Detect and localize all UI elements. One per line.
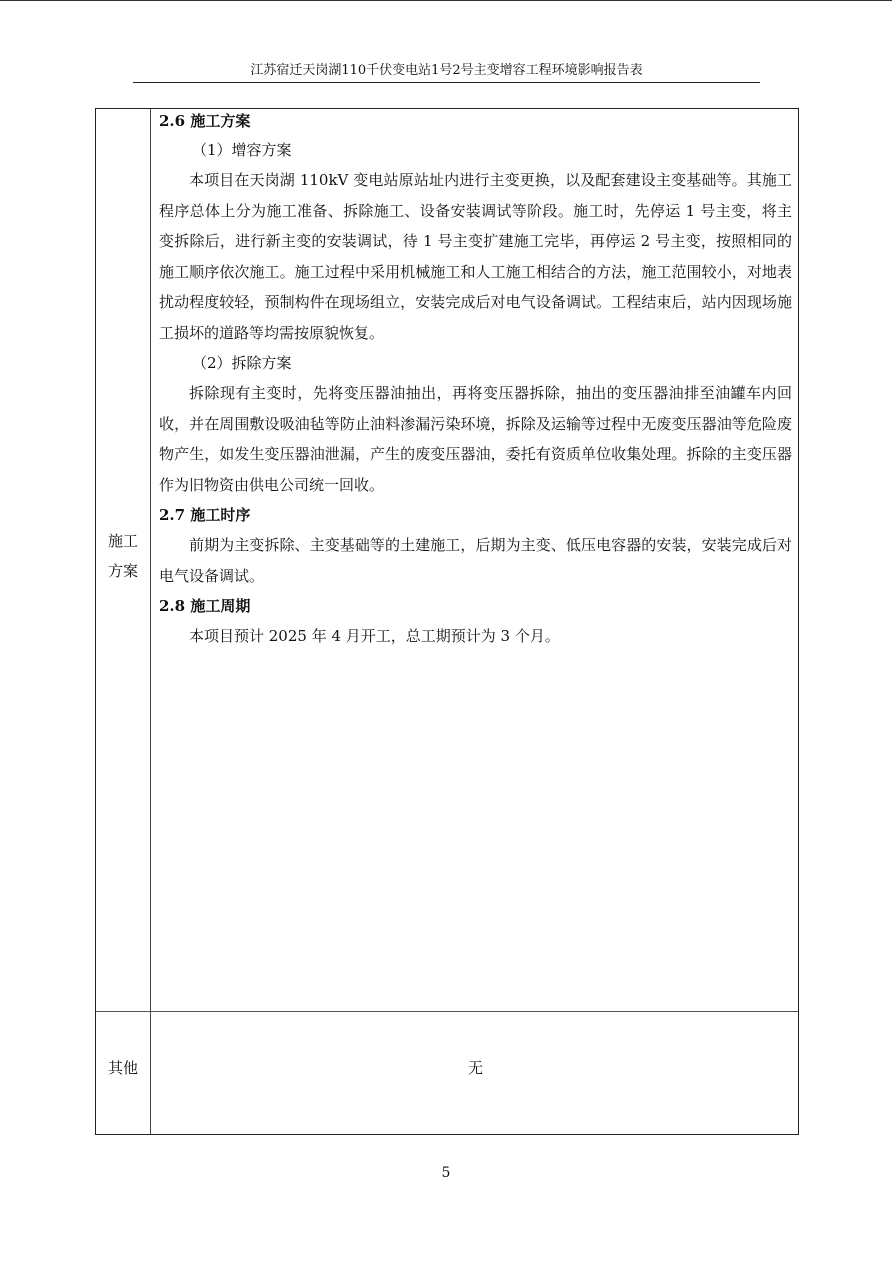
subheading-capacity-plan: （1）增容方案: [192, 141, 292, 159]
row-divider: [96, 1011, 798, 1012]
page-number: 5: [441, 1165, 451, 1181]
row-label-construction-plan: [96, 526, 150, 586]
row-label-line: 施工: [107, 532, 138, 550]
header-rule: [133, 82, 760, 83]
subheading-demolition-plan: （2）拆除方案: [192, 354, 292, 372]
row-label-other: 其他: [107, 1059, 138, 1077]
row-label-line: 方案: [107, 562, 138, 580]
paragraph-capacity-plan: 本项目在天岗湖 110kV 变电站原站址内进行主变更换，以及配套建设主变基础等。其施工程序总体上分为施工准备、拆除施工、设备安装调试等阶段。施工时，先停运 1 号主变，将主变拆除后，进行新主变的安装调试，待 1 号主变扩建施工完毕，再停运 2 号主变，按照相同的施工顺序依次施工。施工过程中采用机械施工和人工施工相结合的方法，施工范围较小，对地表扰动程度较轻，预制构件在现场组立，安装完成后对电气设备调试。工程结束后，站内因现场施工损坏的道路等均需按原貌恢复。: [159, 171, 792, 342]
paragraph-construction-sequence: 前期为主变拆除、主变基础等的土建施工，后期为主变、低压电容器的安装，安装完成后对电气设备调试。: [159, 536, 792, 585]
page-top-border: [0, 0, 892, 1]
other-value: 无: [467, 1059, 483, 1077]
paragraph-construction-period: 本项目预计 2025 年 4 月开工，总工期预计为 3 个月。: [189, 627, 560, 645]
paragraph-demolition-plan: 拆除现有主变时，先将变压器油抽出，再将变压器拆除，抽出的变压器油排至油罐车内回收，并在周围敷设吸油毡等防止油料渗漏污染环境，拆除及运输等过程中无废变压器油等危险废物产生，如发生变压器油泄漏，产生的废变压器油，委托有资质单位收集处理。拆除的主变压器作为旧物资由供电公司统一回收。: [159, 384, 792, 494]
section-heading-2-7: 2.7 施工时序: [159, 506, 251, 524]
report-form-table: [95, 108, 799, 1135]
column-divider: [150, 109, 151, 1134]
document-header-title: 江苏宿迁天岗湖110千伏变电站1号2号主变增容工程环境影响报告表: [250, 63, 643, 78]
section-heading-2-6: 2.6 施工方案: [159, 112, 251, 130]
section-heading-2-8: 2.8 施工周期: [159, 597, 251, 615]
construction-plan-content: [159, 109, 792, 652]
